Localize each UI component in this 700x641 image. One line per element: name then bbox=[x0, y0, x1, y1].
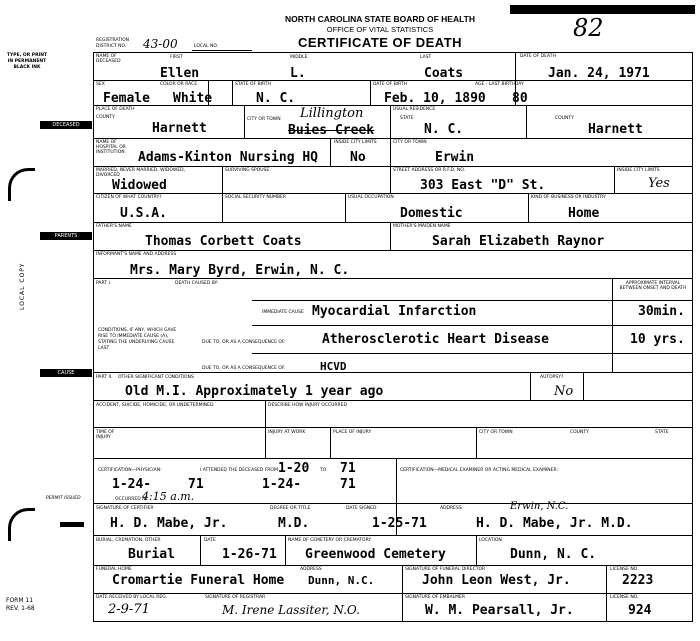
spouse-label: SURVIVING SPOUSE bbox=[225, 168, 270, 173]
attended-to-year: 71 bbox=[188, 477, 204, 492]
death-city-handwritten: Lillington bbox=[300, 106, 364, 121]
business-value: Home bbox=[568, 206, 600, 221]
permit-stamp: PERMIT ISSUED bbox=[46, 496, 81, 501]
cert-physician-label: CERTIFICATION—PHYSICIAN: bbox=[98, 468, 162, 473]
residence-county: Harnett bbox=[588, 122, 643, 137]
usual-residence-label: USUAL RESIDENCE bbox=[393, 107, 436, 112]
death-county: Harnett bbox=[152, 121, 207, 136]
business-label: KIND OF BUSINESS OR INDUSTRY bbox=[531, 195, 606, 200]
office-name: OFFICE OF VITAL STATISTICS bbox=[326, 25, 434, 34]
attended-to: 1-24- bbox=[112, 477, 152, 492]
date-received-handwritten: 2-9-71 bbox=[108, 602, 150, 617]
informant-label: INFORMANT'S NAME AND ADDRESS bbox=[96, 252, 177, 257]
injury-at-work-label: INJURY AT WORK bbox=[268, 430, 306, 435]
hospital-name: Adams-Kinton Nursing HQ bbox=[138, 150, 319, 165]
date-of-death-label: DATE OF DEATH bbox=[520, 54, 556, 59]
tab-deceased: DECEASED bbox=[40, 121, 92, 129]
death-city-struck: Buies Creek bbox=[288, 123, 375, 138]
street-label: STREET ADDRESS OR R.F.D. NO. bbox=[393, 168, 465, 173]
funeral-director: John Leon West, Jr. bbox=[422, 573, 571, 588]
cert-address: H. D. Mabe, Jr. M.D. bbox=[476, 516, 633, 531]
marital-value: Widowed bbox=[112, 178, 167, 193]
middle-label: MIDDLE bbox=[290, 55, 308, 60]
due-to-label-1: DUE TO, OR AS A CONSEQUENCE OF: bbox=[202, 340, 286, 345]
race-label: COLOR OR RACE bbox=[160, 82, 198, 87]
signature-certifier-label: SIGNATURE OF CERTIFIER bbox=[96, 506, 154, 511]
other-conditions-label: OTHER SIGNIFICANT CONDITIONS bbox=[118, 375, 194, 380]
interval-label: APPROXIMATE INTERVAL BETWEEN ONSET AND DEATH bbox=[619, 281, 687, 291]
occupation-value: Domestic bbox=[400, 206, 463, 221]
date-signed: 1-25-71 bbox=[372, 516, 427, 531]
sex-label: SEX bbox=[96, 82, 105, 87]
embalmer-license-label: LICENSE NO. bbox=[610, 595, 639, 600]
cemetery-label: NAME OF CEMETERY OR CREMATORY bbox=[288, 538, 372, 543]
redaction-bar bbox=[510, 5, 695, 14]
binding-hook bbox=[8, 168, 35, 201]
cert-address-label: ADDRESS bbox=[440, 506, 462, 511]
res-city-label: CITY OR TOWN bbox=[393, 140, 427, 145]
cert-me-label: CERTIFICATION—MEDICAL EXAMINER OR ACTING MEDICAL EXAMINER: bbox=[400, 468, 558, 473]
cemetery-name: Greenwood Cemetery bbox=[305, 547, 446, 562]
burial-date: 1-26-71 bbox=[222, 547, 277, 562]
date-signed-label: DATE SIGNED bbox=[346, 506, 377, 511]
embalmer-name: W. M. Pearsall, Jr. bbox=[425, 603, 574, 618]
local-copy-label: LOCAL COPY bbox=[19, 262, 26, 310]
cemetery-location: Dunn, N. C. bbox=[510, 547, 597, 562]
form-revision: REV. 1-68 bbox=[6, 605, 35, 612]
last-name: Coats bbox=[424, 66, 464, 81]
burial-date-label: DATE bbox=[204, 538, 216, 543]
residence-county-label: COUNTY bbox=[555, 116, 574, 121]
place-of-death-label: PLACE OF DEATH bbox=[96, 107, 135, 112]
due-to-cause-2: HCVD bbox=[320, 360, 347, 373]
district-label: DISTRICT NO. bbox=[96, 44, 127, 49]
res-inside-label: INSIDE CITY LIMITS bbox=[617, 168, 660, 173]
state-of-birth-value: N. C. bbox=[256, 91, 296, 106]
small-bar bbox=[60, 522, 84, 527]
last-label: LAST bbox=[420, 55, 432, 60]
binding-hook bbox=[8, 508, 35, 541]
informant-value: Mrs. Mary Byrd, Erwin, N. C. bbox=[130, 263, 350, 278]
due-to-cause-1: Atherosclerotic Heart Disease bbox=[322, 332, 549, 347]
mother-label: MOTHER'S MAIDEN NAME bbox=[393, 224, 451, 229]
city-label: CITY OR TOWN bbox=[247, 117, 281, 122]
certificate-title: CERTIFICATE OF DEATH bbox=[297, 35, 463, 50]
race-value: White bbox=[173, 91, 213, 106]
cert-address-handwritten: Erwin, N.C. bbox=[510, 501, 569, 512]
name-label: NAME OF DECEASED bbox=[96, 54, 121, 64]
burial-label: BURIAL, CREMATION, OTHER bbox=[96, 538, 161, 543]
county-label: COUNTY bbox=[96, 115, 115, 120]
last-seen-year: 71 bbox=[340, 477, 356, 492]
certifier-degree: M.D. bbox=[278, 516, 310, 531]
time-of-injury-label: TIME OF INJURY bbox=[96, 430, 115, 440]
inside-city-label: INSIDE CITY LIMITS bbox=[334, 140, 377, 145]
immediate-cause: Myocardial Infarction bbox=[312, 304, 477, 319]
form-number: FORM 11 bbox=[6, 597, 34, 604]
tab-parents: PARENTS bbox=[40, 232, 92, 240]
autopsy-label: AUTOPSY? bbox=[540, 375, 564, 380]
degree-label: DEGREE OR TITLE bbox=[270, 506, 311, 511]
inside-city-value: No bbox=[350, 150, 366, 165]
first-label: FIRST bbox=[170, 55, 183, 60]
dob-label: DATE OF BIRTH bbox=[373, 82, 408, 87]
location-label: LOCATION bbox=[479, 538, 502, 543]
autopsy-handwritten: No bbox=[554, 384, 574, 399]
death-caused-by-label: DEATH CAUSED BY: bbox=[175, 281, 219, 286]
residence-state: N. C. bbox=[424, 122, 464, 137]
hospital-label: NAME OF HOSPITAL OR INSTITUTION bbox=[96, 140, 126, 155]
describe-injury-label: DESCRIBE HOW INJURY OCCURRED bbox=[268, 403, 347, 408]
immediate-label: IMMEDIATE CAUSE bbox=[262, 310, 304, 315]
other-conditions: Old M.I. Approximately 1 year ago bbox=[125, 384, 384, 399]
local-no-label: LOCAL NO. bbox=[194, 44, 219, 49]
age-label: AGE - LAST BIRTHDAY bbox=[475, 82, 524, 87]
first-name: Ellen bbox=[160, 66, 200, 81]
injury-state-label: STATE bbox=[655, 430, 669, 435]
funeral-home-address-label: ADDRESS bbox=[300, 567, 322, 572]
conditions-label: CONDITIONS, IF ANY, WHICH GAVE RISE TO IMMEDIATE CAUSE (A), STATING THE UNDERLYING CAUSE LAST bbox=[98, 328, 177, 351]
citizen-label: CITIZEN OF WHAT COUNTRY? bbox=[96, 195, 162, 200]
dob-value: Feb. 10, 1890 bbox=[384, 91, 486, 106]
occurred-label: OCCURRED AT bbox=[115, 497, 148, 502]
funeral-home-address: Dunn, N.C. bbox=[308, 574, 375, 587]
part2-label: PART II. bbox=[96, 375, 113, 380]
part1-label: PART I. bbox=[96, 281, 112, 286]
funeral-home-label: FUNERAL HOME bbox=[96, 567, 132, 572]
board-name: NORTH CAROLINA STATE BOARD OF HEALTH bbox=[285, 14, 475, 24]
certifier-name: H. D. Mabe, Jr. bbox=[110, 516, 228, 531]
residence-city: Erwin bbox=[435, 150, 475, 165]
mother-name: Sarah Elizabeth Raynor bbox=[432, 234, 605, 249]
ink-instruction: TYPE, OR PRINT IN PERMANENT BLACK INK bbox=[6, 53, 48, 70]
attended-from: 1-20 bbox=[278, 461, 310, 476]
father-label: FATHER'S NAME bbox=[96, 224, 132, 229]
to-label: TO bbox=[320, 468, 327, 473]
sex-value: Female bbox=[103, 91, 150, 106]
ssn-label: SOCIAL SECURITY NUMBER bbox=[225, 195, 287, 200]
funeral-director-label: SIGNATURE OF FUNERAL DIRECTOR bbox=[405, 567, 486, 572]
funeral-home: Cromartie Funeral Home bbox=[112, 573, 285, 588]
director-license-label: LICENSE NO. bbox=[610, 567, 639, 572]
immediate-interval: 30min. bbox=[638, 304, 685, 319]
registration-label: REGISTRATION bbox=[96, 38, 130, 43]
death-time-handwritten: 4:15 a.m. bbox=[142, 490, 195, 503]
state-of-birth-label: STATE OF BIRTH bbox=[235, 82, 271, 87]
citizen-value: U.S.A. bbox=[120, 206, 167, 221]
handwritten-number: 82 bbox=[573, 14, 604, 42]
occupation-label: USUAL OCCUPATION bbox=[348, 195, 394, 200]
injury-city-label: CITY OR TOWN bbox=[479, 430, 513, 435]
attended-from-year: 71 bbox=[340, 461, 356, 476]
father-name: Thomas Corbett Coats bbox=[145, 234, 302, 249]
residence-state-label: STATE bbox=[400, 116, 414, 121]
director-license: 2223 bbox=[622, 573, 654, 588]
accident-label: ACCIDENT, SUICIDE, HOMICIDE, OR UNDETERMINED bbox=[96, 403, 214, 408]
tab-cause: CAUSE bbox=[40, 369, 92, 377]
embalmer-label: SIGNATURE OF EMBALMER bbox=[405, 595, 466, 600]
marital-label: MARRIED, NEVER MARRIED, WIDOWED, DIVORCED bbox=[96, 168, 186, 178]
middle-name: L. bbox=[290, 66, 306, 81]
last-seen: 1-24- bbox=[262, 477, 302, 492]
date-of-death: Jan. 24, 1971 bbox=[548, 66, 650, 81]
burial-method: Burial bbox=[128, 547, 175, 562]
date-received-label: DATE RECEIVED BY LOCAL REG. bbox=[96, 595, 168, 600]
embalmer-license: 924 bbox=[628, 603, 652, 618]
district-number: 43-00 bbox=[143, 37, 178, 51]
registrar-signature: M. Irene Lassiter, N.O. bbox=[222, 603, 360, 617]
injury-county-label: COUNTY bbox=[570, 430, 589, 435]
street-value: 303 East "D" St. bbox=[420, 178, 546, 193]
place-of-injury-label: PLACE OF INJURY bbox=[333, 430, 372, 435]
cert-physician-text: I ATTENDED THE DECEASED FROM bbox=[200, 468, 278, 473]
due-to-label-2: DUE TO, OR AS A CONSEQUENCE OF: bbox=[202, 366, 286, 371]
registrar-label: SIGNATURE OF REGISTRAR bbox=[205, 595, 266, 600]
age-value: 80 bbox=[512, 91, 528, 106]
due-to-interval-1: 10 yrs. bbox=[630, 332, 685, 347]
res-inside-handwritten: Yes bbox=[648, 176, 670, 191]
